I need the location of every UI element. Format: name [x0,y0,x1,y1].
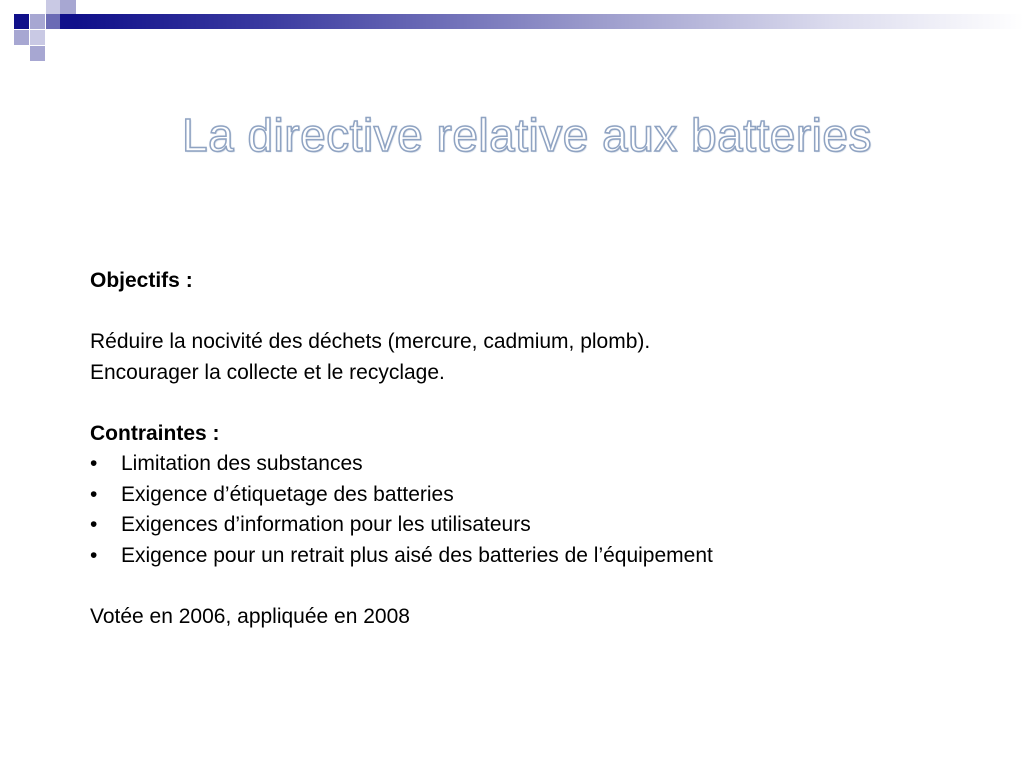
decorative-square [60,14,76,29]
spacer [90,297,990,328]
header-gradient-bar [76,14,1024,29]
bullet-icon: • [90,513,98,536]
contraintes-list [90,449,990,571]
decorative-square [14,14,29,29]
spacer [90,388,990,419]
spacer [90,571,990,602]
decorative-square [30,14,45,29]
objectifs-heading: Objectifs : [90,269,193,292]
decorative-square [14,30,29,45]
list-item [90,510,990,541]
slide-body [90,266,990,632]
bullet-icon: • [90,482,98,506]
list-item-text: Exigence pour un retrait plus aisé des batteries de l’équipement [121,543,713,567]
list-item-text: Exigences d’information pour les utilisateurs [121,513,531,536]
list-item [90,480,990,511]
decorative-square [46,0,61,15]
list-item [90,541,990,572]
decorative-square [30,46,45,61]
contraintes-heading: Contraintes : [90,421,220,445]
list-item-text: Limitation des substances [121,452,363,475]
bullet-icon: • [90,452,98,475]
decorative-square [30,30,45,45]
list-item [90,449,990,480]
footer-note: Votée en 2006, appliquée en 2008 [90,604,410,628]
list-item-text: Exigence d’étiquetage des batteries [121,482,454,506]
slide-title: La directive relative aux batteries [182,109,872,161]
decorative-square [46,14,61,29]
objectif-line: Réduire la nocivité des déchets (mercure, cadmium, plomb). [90,330,651,353]
objectif-line: Encourager la collecte et le recyclage. [90,360,445,384]
bullet-icon: • [90,543,98,567]
decorative-square [60,0,76,15]
